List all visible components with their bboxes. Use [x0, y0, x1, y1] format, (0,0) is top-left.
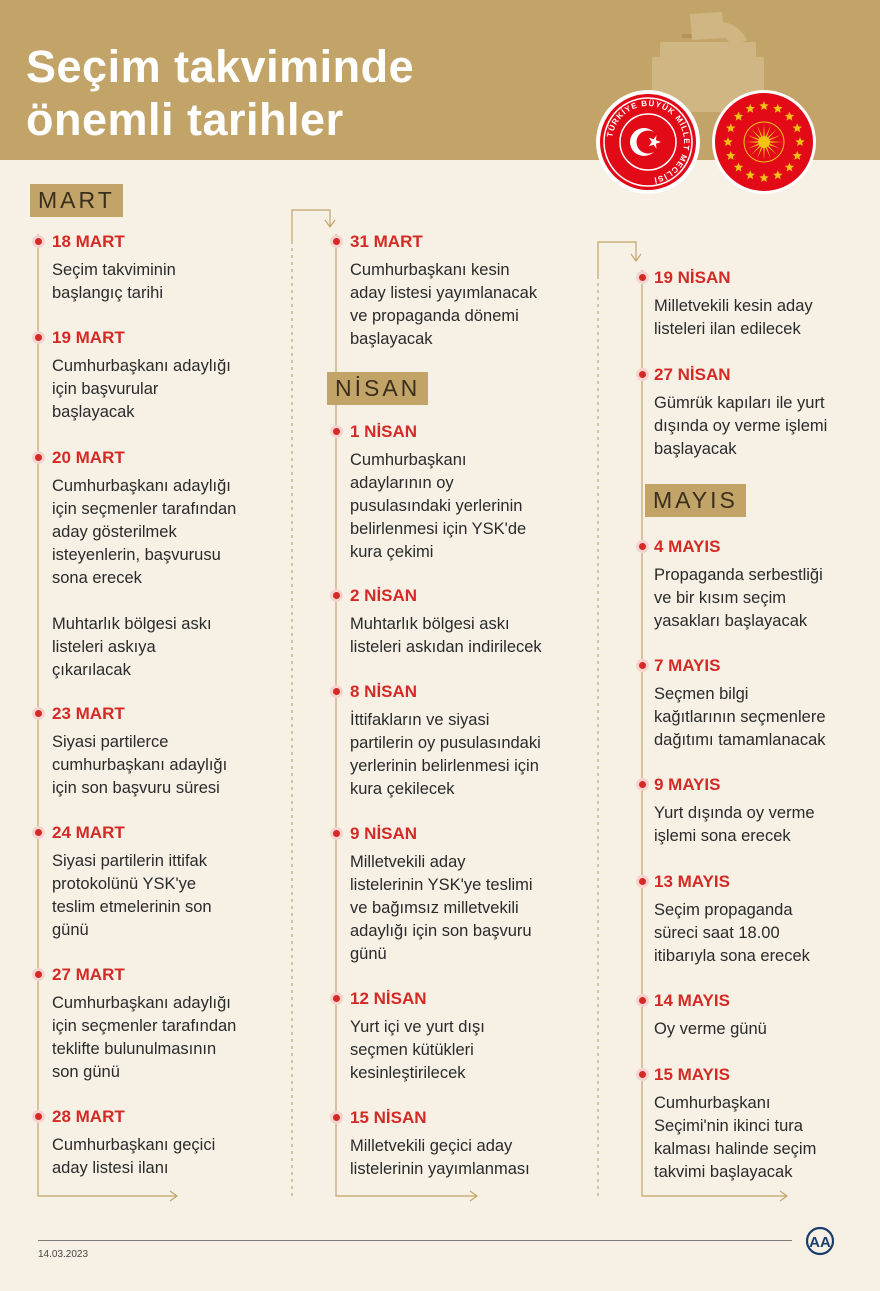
timeline-dot [639, 781, 646, 788]
entry-description: Oy verme günü [654, 1020, 767, 1038]
entry-date: 18 MART [52, 232, 125, 251]
entry-description: Cumhurbaşkanı adaylığı için seçmenler tarafından teklifte bulunulmasının son günü [52, 994, 237, 1081]
entry-date: 13 MAYIS [654, 872, 730, 891]
aa-logo-text: AA [809, 1234, 831, 1251]
timeline-entry [654, 268, 874, 341]
timeline-dot [35, 334, 42, 341]
entry-date: 8 NİSAN [350, 682, 418, 701]
timeline-entry [350, 682, 590, 801]
entry-description: Seçim takviminin başlangıç tarihi [52, 261, 176, 302]
entry-date: 28 MART [52, 1107, 125, 1126]
title-line-2: önemli tarihler [26, 94, 344, 145]
timeline-entry [52, 1107, 287, 1180]
timeline-entry [654, 1065, 874, 1184]
timeline-dot [639, 274, 646, 281]
timeline-entry [350, 232, 590, 351]
entry-date: 15 MAYIS [654, 1065, 730, 1084]
timeline-entry [350, 1108, 590, 1181]
entry-description: Milletvekili geçici aday listelerinin yayımlanması [350, 1137, 530, 1178]
entry-description: Propaganda serbestliği ve bir kısım seçim yasakları başlayacak [654, 566, 823, 630]
entry-date: 1 NİSAN [350, 422, 418, 441]
timeline-entry [52, 823, 287, 942]
entry-date: 9 NİSAN [350, 824, 418, 843]
entry-description: İttifakların ve siyasi partilerin oy pusulasındaki yerlerinin belirlenmesi için kura çekilecek [350, 711, 541, 798]
entry-date: 2 NİSAN [350, 586, 418, 605]
timeline-entry [654, 872, 874, 968]
entry-date: 15 NİSAN [350, 1108, 427, 1127]
entry-description: Milletvekili aday listelerinin YSK'ye teslimi ve bağımsız milletvekili adaylığı için son başvuru günü [350, 853, 533, 963]
entry-description: Yurt dışında oy verme işlemi sona erecek [654, 804, 815, 845]
entry-date: 27 NİSAN [654, 365, 731, 384]
entry-description: Muhtarlık bölgesi askı listeleri askıdan indirilecek [350, 615, 542, 656]
timeline-entry [350, 989, 590, 1085]
timeline-entry [654, 656, 874, 752]
timeline-dot [639, 878, 646, 885]
timeline-entry [52, 965, 287, 1084]
timeline-dot [333, 238, 340, 245]
timeline-entry [654, 365, 874, 461]
entry-date: 23 MART [52, 704, 125, 723]
title-line-1: Seçim takviminde [26, 41, 415, 92]
timeline-dot [35, 829, 42, 836]
entry-date: 12 NİSAN [350, 989, 427, 1008]
entry-description: Cumhurbaşkanı Seçimi'nin ikinci tura kalması halinde seçim takvimi başlayacak [654, 1094, 817, 1181]
timeline-entry [654, 537, 874, 633]
entry-date: 4 MAYIS [654, 537, 721, 556]
entry-date: 19 MART [52, 328, 125, 347]
timeline-entry [52, 448, 287, 682]
month-label-mayis: MAYIS [645, 484, 746, 517]
month-label-nisan: NİSAN [327, 372, 428, 405]
entry-date: 19 NİSAN [654, 268, 731, 287]
entry-date: 7 MAYIS [654, 656, 721, 675]
timeline-dot [35, 971, 42, 978]
entry-description: Seçmen bilgi kağıtlarının seçmenlere dağıtımı tamamlanacak [654, 685, 826, 749]
entry-description: Cumhurbaşkanı adaylığı için seçmenler tarafından aday gösterilmek isteyenlerin, başvurusu sona erecek Muhtarlık bölgesi askı listeleri askıya çıkarılacak [52, 477, 237, 679]
aa-logo-icon [803, 1226, 837, 1256]
entry-description: Cumhurbaşkanı adaylığı için başvurular başlayacak [52, 357, 231, 421]
entry-description: Siyasi partilerce cumhurbaşkanı adaylığı için son başvuru süresi [52, 733, 228, 797]
timeline-entry [654, 991, 874, 1041]
timeline-dot [35, 710, 42, 717]
timeline-dot [639, 1071, 646, 1078]
timeline-dot [333, 995, 340, 1002]
timeline-entry [350, 422, 590, 564]
entry-description: Cumhurbaşkanı adaylarının oy pusulasındaki yerlerinin belirlenmesi için YSK'de kura çekimi [350, 451, 527, 561]
month-label-mart: MART [30, 184, 123, 217]
timeline-dot [333, 428, 340, 435]
timeline-entry [350, 824, 590, 966]
timeline-dot [639, 371, 646, 378]
timeline-dot [639, 662, 646, 669]
footer-divider [38, 1240, 792, 1241]
timeline-entry [654, 775, 874, 848]
entry-description: Gümrük kapıları ile yurt dışında oy verme işlemi başlayacak [654, 394, 828, 458]
timeline-dot [333, 592, 340, 599]
timeline-dot [35, 1113, 42, 1120]
entry-date: 9 MAYIS [654, 775, 721, 794]
timeline-dot [35, 454, 42, 461]
tbmm-seal-text: TÜRKİYE BÜYÜK MİLLET MECLİSİ [605, 98, 692, 185]
entry-date: 14 MAYIS [654, 991, 730, 1010]
entry-date: 31 MART [350, 232, 423, 251]
entry-date: 24 MART [52, 823, 125, 842]
footer-date: 14.03.2023 [38, 1249, 89, 1260]
timeline-dot [333, 1114, 340, 1121]
timeline-entry [350, 586, 590, 659]
timeline-dot [333, 830, 340, 837]
entry-description: Milletvekili kesin aday listeleri ilan edilecek [654, 297, 813, 338]
entry-date: 27 MART [52, 965, 125, 984]
entry-date: 20 MART [52, 448, 125, 467]
entry-description: Yurt içi ve yurt dışı seçmen kütükleri kesinleştirilecek [350, 1018, 485, 1082]
entry-description: Cumhurbaşkanı kesin aday listesi yayımlanacak ve propaganda dönemi başlayacak [350, 261, 538, 348]
timeline-dot [639, 543, 646, 550]
timeline-dot [35, 238, 42, 245]
entry-description: Seçim propaganda süreci saat 18.00 itibarıyla sona erecek [654, 901, 810, 965]
timeline-entry [52, 704, 287, 800]
timeline-entry [52, 232, 287, 305]
entry-description: Siyasi partilerin ittifak protokolünü YSK'ye teslim etmelerinin son günü [52, 852, 212, 939]
timeline-dot [639, 997, 646, 1004]
timeline-entry [52, 328, 287, 424]
timeline-dot [333, 688, 340, 695]
entry-description: Cumhurbaşkanı geçici aday listesi ilanı [52, 1136, 216, 1177]
